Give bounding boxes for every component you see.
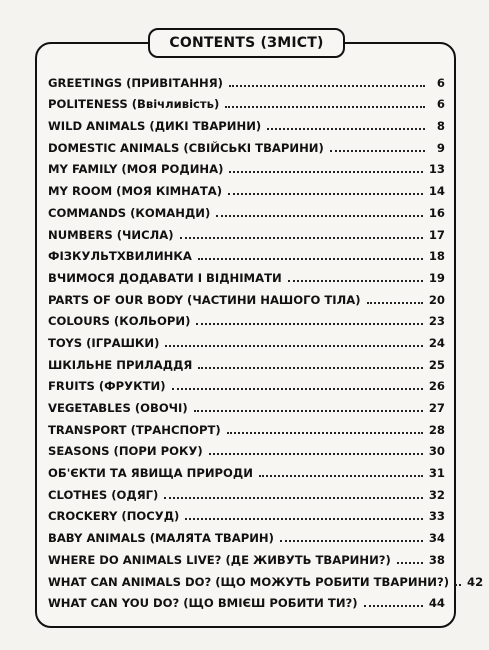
toc-entry-title: NUMBERS (ЧИСЛА) xyxy=(48,227,174,242)
toc-entry-title: WILD ANIMALS (ДИКІ ТВАРИНИ) xyxy=(48,119,262,134)
toc-entry-title: WHAT CAN YOU DO? (ЩО ВМІЄШ РОБИТИ ТИ?) xyxy=(48,596,358,611)
toc-entry-title: ФІЗКУЛЬТХВИЛИНКА xyxy=(48,249,192,264)
toc-entry-page: 32 xyxy=(428,487,445,502)
toc-entry-title: TRANSPORT (ТРАНСПОРТ) xyxy=(48,422,221,437)
dot-leader xyxy=(227,432,423,434)
toc-entry xyxy=(48,545,445,567)
toc-entry-title: COLOURS (КОЛЬОРИ) xyxy=(48,314,191,329)
dot-leader xyxy=(228,193,423,195)
dot-leader xyxy=(209,453,423,455)
toc-entry-page: 13 xyxy=(428,162,445,177)
toc-entry xyxy=(48,155,445,177)
dot-leader xyxy=(330,150,425,152)
toc-entry-page: 28 xyxy=(428,422,445,437)
toc-entry-page: 6 xyxy=(436,97,445,112)
toc-entry-title: POLITENESS (Ввічливість) xyxy=(48,97,220,112)
toc-entry xyxy=(48,393,445,415)
toc-entry-page: 8 xyxy=(436,119,445,134)
table-of-contents xyxy=(48,68,484,611)
toc-entry xyxy=(48,328,445,350)
toc-entry-title: GREETINGS (ПРИВІТАННЯ) xyxy=(48,75,223,90)
dot-leader xyxy=(229,171,422,173)
dot-leader xyxy=(216,215,423,217)
toc-entry xyxy=(48,176,445,198)
dot-leader xyxy=(267,128,425,130)
dot-leader xyxy=(367,302,423,304)
toc-entry-page: 26 xyxy=(428,379,445,394)
dot-leader xyxy=(198,258,423,260)
toc-entry xyxy=(48,111,445,133)
dot-leader xyxy=(259,475,423,477)
toc-entry xyxy=(48,372,445,394)
toc-entry-title: ВЧИМОСЯ ДОДАВАТИ І ВІДНІМАТИ xyxy=(48,270,282,285)
toc-entry-page: 18 xyxy=(428,249,445,264)
title-badge xyxy=(148,28,345,58)
toc-entry-page: 14 xyxy=(428,184,445,199)
toc-entry-page: 25 xyxy=(428,357,445,372)
toc-entry-title: WHERE DO ANIMALS LIVE? (ДЕ ЖИВУТЬ ТВАРИНИ?) xyxy=(48,552,391,567)
toc-entry-page: 44 xyxy=(428,596,445,611)
toc-entry-page: 20 xyxy=(428,292,445,307)
toc-entry-title: TOYS (ІГРАШКИ) xyxy=(48,335,160,350)
toc-entry-title: DOMESTIC ANIMALS (СВІЙСЬКІ ТВАРИНИ) xyxy=(48,140,324,155)
toc-entry xyxy=(48,242,445,264)
toc-entry xyxy=(48,307,445,329)
toc-entry-page: 19 xyxy=(428,270,445,285)
toc-entry xyxy=(48,415,445,437)
dot-leader xyxy=(194,410,423,412)
toc-entry-title: CLOTHES (ОДЯГ) xyxy=(48,487,159,502)
toc-entry-page: 24 xyxy=(428,335,445,350)
toc-entry xyxy=(48,263,445,285)
toc-entry xyxy=(48,589,445,611)
dot-leader xyxy=(185,518,423,520)
toc-entry xyxy=(48,68,445,90)
toc-entry-title: MY FAMILY (МОЯ РОДИНА) xyxy=(48,162,224,177)
toc-entry-title: CROCKERY (ПОСУД) xyxy=(48,509,180,524)
toc-entry-page: 31 xyxy=(428,466,445,481)
toc-entry xyxy=(48,567,484,589)
toc-entry-page: 42 xyxy=(467,574,484,589)
toc-entry-page: 17 xyxy=(428,227,445,242)
toc-entry-page: 30 xyxy=(428,444,445,459)
dot-leader xyxy=(288,280,423,282)
toc-entry-title: WHAT CAN ANIMALS DO? (ЩО МОЖУТЬ РОБИТИ ТВАРИНИ?) xyxy=(48,574,449,589)
toc-entry xyxy=(48,220,445,242)
toc-entry xyxy=(48,198,445,220)
dot-leader xyxy=(455,584,461,586)
dot-leader xyxy=(364,605,423,607)
dot-leader xyxy=(229,85,425,87)
dot-leader xyxy=(164,497,423,499)
dot-leader xyxy=(397,562,423,564)
toc-entry-page: 38 xyxy=(428,552,445,567)
toc-entry-page: 23 xyxy=(428,314,445,329)
toc-entry xyxy=(48,90,445,112)
toc-entry xyxy=(48,437,445,459)
dot-leader xyxy=(165,345,422,347)
toc-entry-title: PARTS OF OUR BODY (ЧАСТИНИ НАШОГО ТІЛА) xyxy=(48,292,361,307)
toc-entry-page: 27 xyxy=(428,401,445,415)
dot-leader xyxy=(196,323,422,325)
toc-entry xyxy=(48,285,445,307)
toc-entry-page: 33 xyxy=(428,509,445,524)
toc-entry xyxy=(48,480,445,502)
dot-leader xyxy=(180,237,423,239)
toc-entry xyxy=(48,133,445,155)
toc-entry xyxy=(48,502,445,524)
toc-entry xyxy=(48,458,445,480)
toc-entry-page: 9 xyxy=(436,140,445,155)
dot-leader xyxy=(225,106,425,108)
toc-entry-title: COMMANDS (КОМАНДИ) xyxy=(48,205,211,220)
toc-entry-title: ШКІЛЬНЕ ПРИЛАДДЯ xyxy=(48,357,193,372)
toc-entry-page: 6 xyxy=(436,75,445,90)
toc-entry-page: 16 xyxy=(428,205,445,220)
toc-entry-title: VEGETABLES (ОВОЧІ) xyxy=(48,401,188,415)
toc-entry-title: FRUITS (ФРУКТИ) xyxy=(48,379,166,394)
toc-entry-title: SEASONS (ПОРИ РОКУ) xyxy=(48,444,203,459)
dot-leader xyxy=(280,540,423,542)
toc-entry-page: 34 xyxy=(428,531,445,546)
dot-leader xyxy=(198,367,423,369)
toc-entry-title: MY ROOM (МОЯ КІМНАТА) xyxy=(48,184,223,199)
toc-entry xyxy=(48,350,445,372)
toc-entry-title: ОБ'ЄКТИ ТА ЯВИЩА ПРИРОДИ xyxy=(48,466,253,481)
dot-leader xyxy=(172,388,423,390)
toc-entry xyxy=(48,523,445,545)
toc-entry-title: BABY ANIMALS (МАЛЯТА ТВАРИН) xyxy=(48,531,274,546)
page-title: CONTENTS (ЗМІСТ) xyxy=(169,35,324,51)
